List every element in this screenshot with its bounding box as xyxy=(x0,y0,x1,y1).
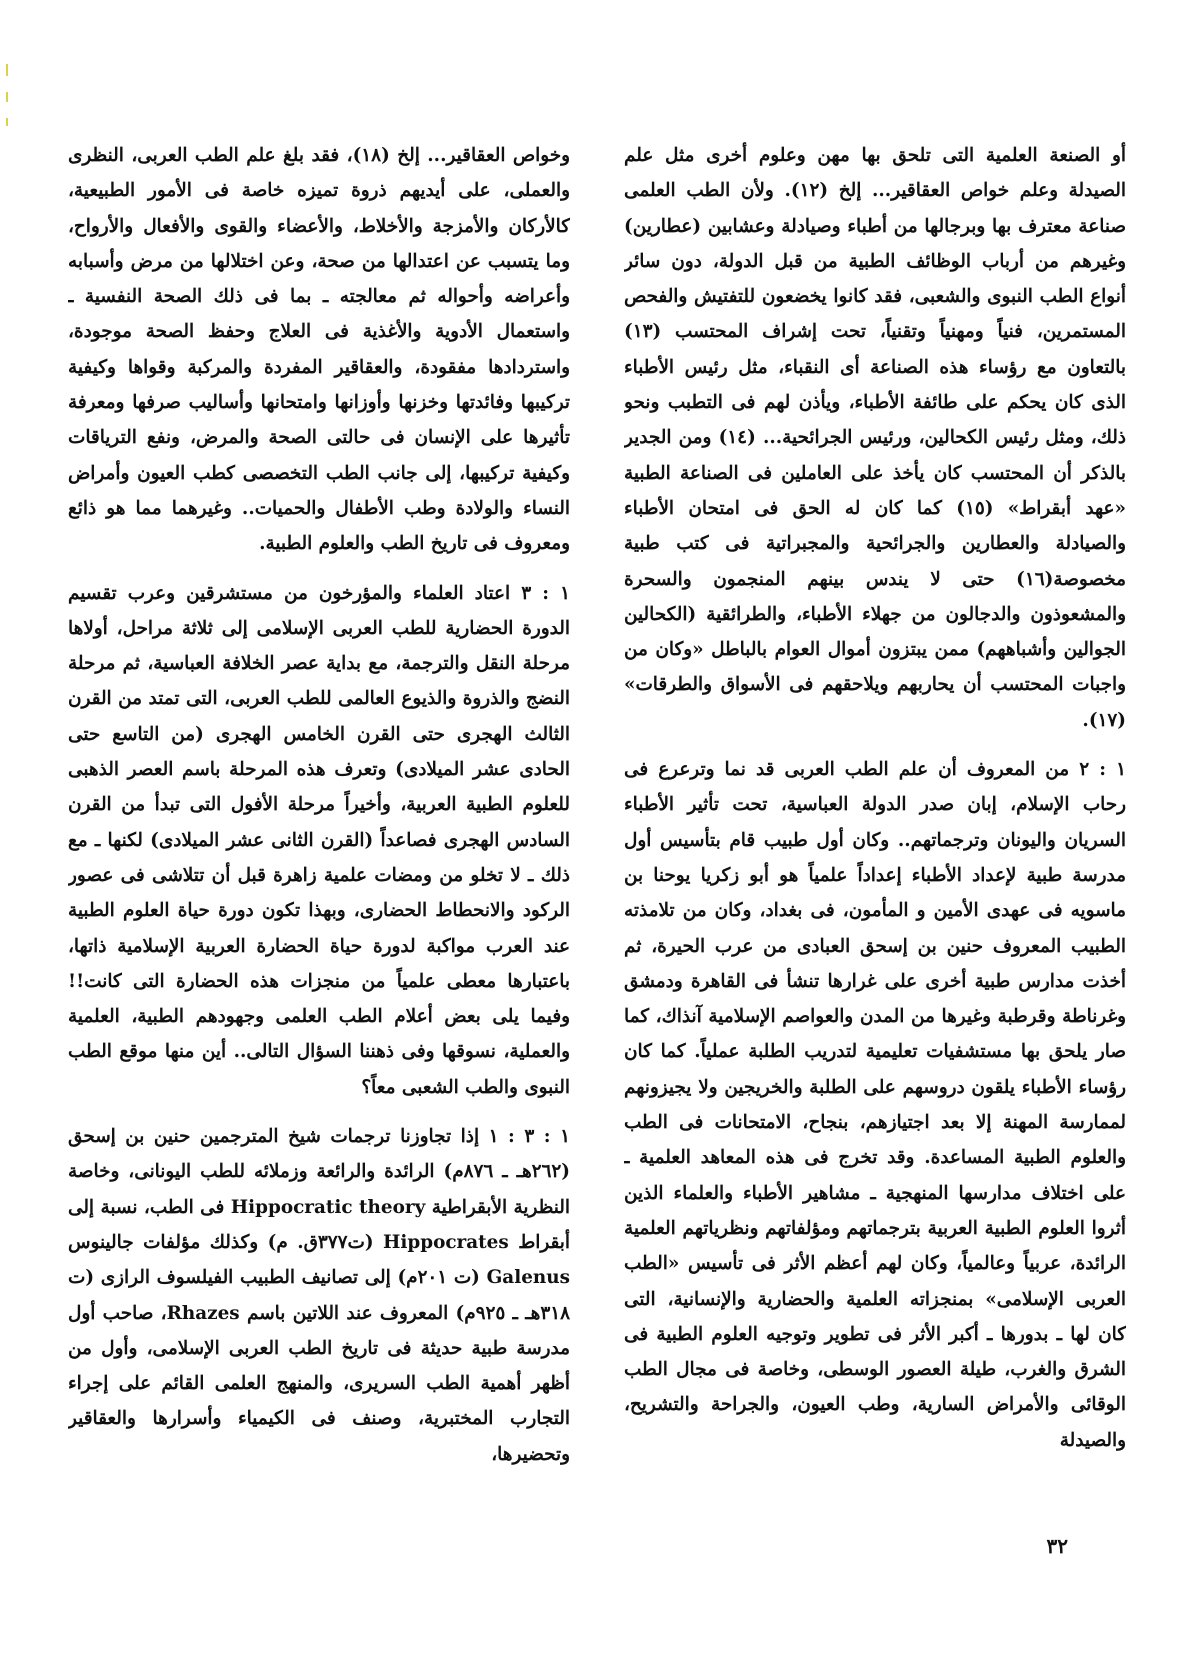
scan-edge-mark xyxy=(6,64,8,76)
paragraph: أو الصنعة العلمية التى تلحق بها مهن وعلوم أخرى مثل علم الصيدلة وعلم خواص العقاقير... إلخ (١٢). ولأن الطب العلمى صناعة معترف بها وبرجالها من أطباء وصيادلة وعشابين (عطارين) وغيرهم من أرباب الوظائف الطبية من قبل الدولة، دون سائر أنواع الطب النبوى والشعبى، فقد كانوا يخضعون للتفتيش والفحص المستمرين، فنياً ومهنياً وتقنياً، تحت إشراف المحتسب (١٣) بالتعاون مع رؤساء هذه الصناعة أى النقباء، مثل رئيس الأطباء الذى كان يحكم على طائفة الأطباء، ويأذن لهم فى التطبب ونحو ذلك، ومثل رئيس الكحالين، ورئيس الجرائحية... (١٤) ومن الجدير بالذكر أن المحتسب كان يأخذ على العاملين فى الصناعة الطبية «عهد أبقراط» (١٥) كما كان له الحق فى امتحان الأطباء والصيادلة والعطارين والجرائحية والمجبراتية فى كتب طبية مخصوصة(١٦) حتى لا يندس بينهم المنجمون والسحرة والمشعوذون والدجالون من جهلاء الأطباء، والطرائقية (الكحالين الجوالين وأشباههم) ممن يبتزون أموال العوام بالباطل «وكان من واجبات المحتسب أن يحاربهم ويلاحقهم فى الأسواق والطرقات» (١٧). xyxy=(624,145,1126,731)
scan-edge-mark xyxy=(6,118,8,126)
text-column-left xyxy=(68,138,570,1543)
paragraph: ١ : ٢ من المعروف أن علم الطب العربى قد نما وترعرع فى رحاب الإسلام، إبان صدر الدولة العباسية، تحت تأثير الأطباء السريان واليونان وترجماتهم.. وكان أول طبيب قام بتأسيس أول مدرسة طبية لإعداد الأطباء إعداداً علمياً هو أبو زكريا يوحنا بن ماسويه فى عهدى الأمين و المأمون، فى بغداد، وكان من تلامذته الطبيب المعروف حنين بن إسحق العبادى من عرب الحيرة، ثم أخذت مدارس طبية أخرى على غرارها تنشأ فى القاهرة ودمشق وغرناطة وقرطبة وغيرها من المدن والعواصم الإسلامية آنذاك، كما صار يلحق بها مستشفيات تعليمية لتدريب الطلبة عملياً. كما كان رؤساء الأطباء يلقون دروسهم على الطلبة والخريجين ولا يجيزونهم لممارسة المهنة إلا بعد اجتيازهم، بنجاح، الامتحانات فى الطب والعلوم الطبية المساعدة. وقد تخرج فى هذه المعاهد العلمية ـ على اختلاف مدارسها المنهجية ـ مشاهير الأطباء والعلماء الذين أثروا العلوم الطبية العربية بترجماتهم ومؤلفاتهم ونظرياتهم العلمية الرائدة، عربياً وعالمياً، وكان لهم أعظم الأثر فى تأسيس «الطب العربى الإسلامى» بمنجزاته العلمية والحضارية والإنسانية، التى كان لها ـ بدورها ـ أكبر الأثر فى تطوير وتوجيه العلوم الطبية فى الشرق والغرب، طيلة العصور الوسطى، وخاصة فى مجال الطب الوقائى والأمراض السارية، وطب العيون، والجراحة والتشريح، والصيدلة xyxy=(624,759,1126,1451)
page-number: ٣٢ xyxy=(1046,1534,1068,1558)
paragraph: ١ : ٣ : ١ إذا تجاوزنا ترجمات شيخ المترجمين حنين بن إسحق (٢٦٢هـ ـ ٨٧٦م) الرائدة والرائعة وزملائه للطب اليونانى، وخاصة النظرية الأبقراطية Hippocratic theory فى الطب، نسبة إلى أبقراط Hippocrates (ت٣٧٧ق. م) وكذلك مؤلفات جالينوس Galenus (ت ٢٠١م) إلى تصانيف الطبيب الفيلسوف الرازى (ت ٣١٨هـ ـ ٩٢٥م) المعروف عند اللاتين باسم Rhazes، صاحب أول مدرسة طبية حديثة فى تاريخ الطب العربى الإسلامى، وأول من أظهر أهمية الطب السريرى، والمنهج العلمى القائم على إجراء التجارب المختبرية، وصنف فى الكيمياء وأسرارها والعقاقير وتحضيرها، xyxy=(68,1126,570,1465)
paragraph: ١ : ٣ اعتاد العلماء والمؤرخون من مستشرقين وعرب تقسيم الدورة الحضارية للطب العربى الإسلامى إلى ثلاثة مراحل، أولاها مرحلة النقل والترجمة، مع بداية عصر الخلافة العباسية، ثم مرحلة النضج والذروة والذيوع العالمى للطب العربى، التى تمتد من القرن الثالث الهجرى حتى القرن الخامس الهجرى (من التاسع حتى الحادى عشر الميلادى) وتعرف هذه المرحلة باسم العصر الذهبى للعلوم الطبية العربية، وأخيراً مرحلة الأفول التى تبدأ من القرن السادس الهجرى فصاعداً (القرن الثانى عشر الميلادى) لكنها ـ مع ذلك ـ لا تخلو من ومضات علمية زاهرة قبل أن تتلاشى فى عصور الركود والانحطاط الحضارى، وبهذا تكون دورة حياة العلوم الطبية عند العرب مواكبة لدورة حياة الحضارة العربية الإسلامية ذاتها، باعتبارها معطى علمياً من منجزات هذه الحضارة التى كانت!! وفيما يلى بعض أعلام الطب العلمى وجهودهم الطبية، العلمية والعملية، نسوقها وفى ذهننا السؤال التالى.. أين منها موقع الطب النبوى والطب الشعبى معاً؟ xyxy=(68,582,570,1098)
scan-edge-mark xyxy=(6,92,8,102)
paragraph: وخواص العقاقير... إلخ (١٨)، فقد بلغ علم الطب العربى، النظرى والعملى، على أيديهم ذروة تميزه خاصة فى الأمور الطبيعية، كالأركان والأمزجة والأخلاط، والأعضاء والقوى والأفعال والأرواح، وما يتسبب عن اعتدالها من صحة، وعن اختلالها من مرض وأسبابه وأعراضه وأحواله ثم معالجته ـ بما فى ذلك الصحة النفسية ـ واستعمال الأدوية والأغذية فى العلاج وحفظ الصحة موجودة، واستردادها مفقودة، والعقاقير المفردة والمركبة وقواها وكيفية تركيبها وفائدتها وخزنها وأوزانها وامتحانها وأساليب صرفها ومعرفة تأثيرها على الإنسان فى حالتى الصحة والمرض، ونفع الترياقات وكيفية تركيبها، إلى جانب الطب التخصصى كطب العيون وأمراض النساء والولادة وطب الأطفال والحميات.. وغيرهما مما هو ذائع ومعروف فى تاريخ الطب والعلوم الطبية. xyxy=(68,145,570,555)
text-column-right xyxy=(624,138,1126,1543)
